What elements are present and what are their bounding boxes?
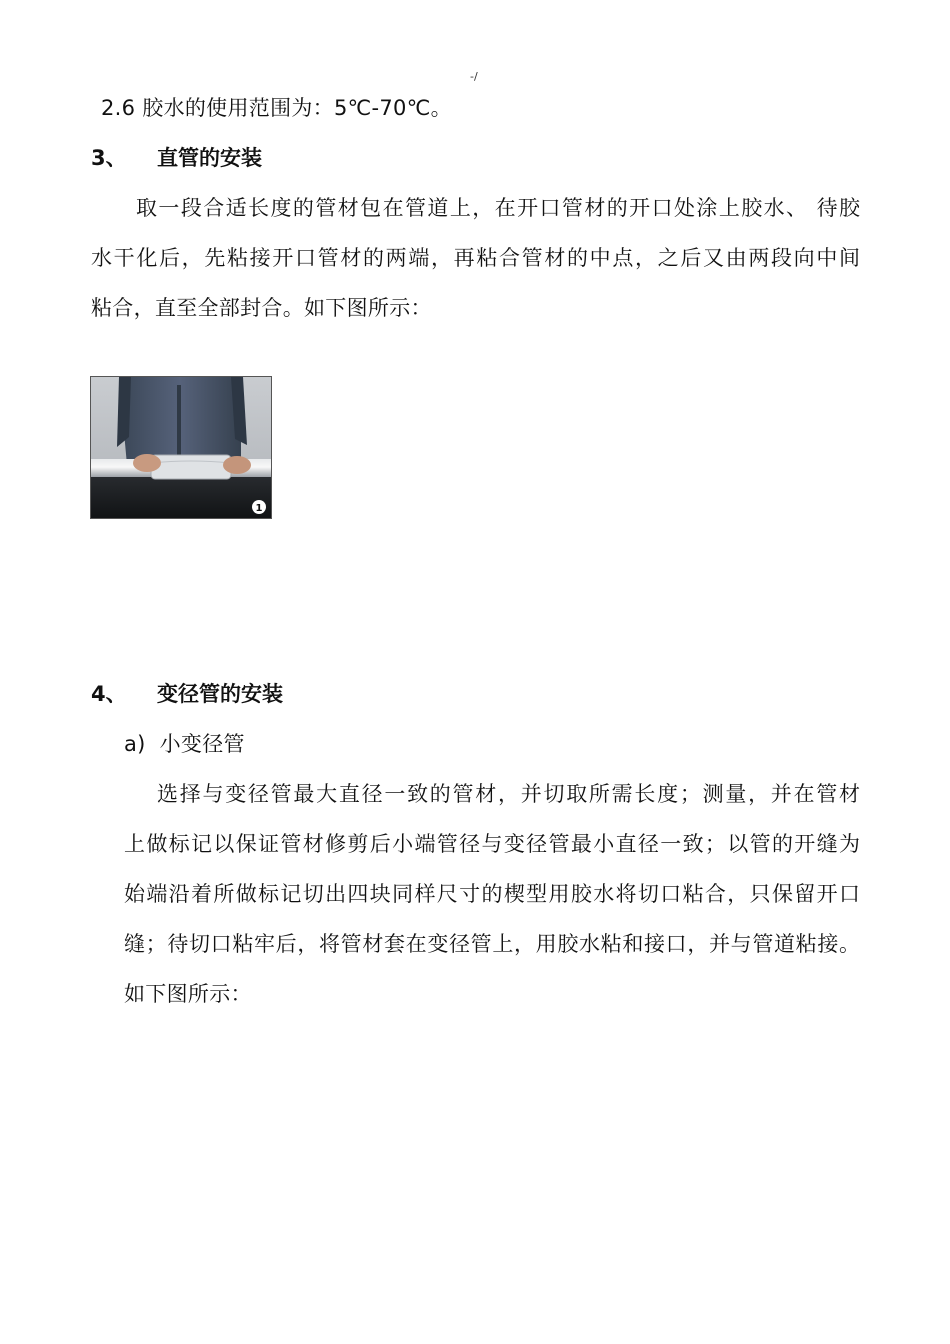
pipe-installation-photo [90, 376, 272, 519]
section-3-para-line-2: 水干化后，先粘接开口管材的两端，再粘合管材的中点，之后又由两段向中间 [91, 246, 860, 270]
section-4-para-line-5: 如下图所示： [124, 982, 252, 1006]
section-4-para-line-2: 上做标记以保证管材修剪后小端管径与变径管最小直径一致；以管的开缝为 [124, 832, 860, 856]
section-4-para-line-1: 选择与变径管最大直径一致的管材，并切取所需长度；测量，并在管材 [157, 782, 860, 806]
section-4-number: 4、 [91, 682, 127, 706]
section-3-para-line-1: 取一段合适长度的管材包在管道上，在开口管材的开口处涂上胶水、 待胶 [136, 196, 860, 220]
header-mark: -/ [470, 70, 478, 83]
section-4-para-line-3: 始端沿着所做标记切出四块同样尺寸的楔型用胶水将切口粘合，只保留开口 [124, 882, 860, 906]
section-4-heading [91, 680, 283, 708]
section-4-para-line-4: 缝；待切口粘牢后，将管材套在变径管上，用胶水粘和接口，并与管道粘接。 [124, 932, 860, 956]
section-3-number: 3、 [91, 146, 127, 170]
section-3-para-line-3: 粘合，直至全部封合。如下图所示： [91, 296, 432, 320]
section-4-title: 变径管的安装 [157, 682, 283, 706]
section-3-title: 直管的安装 [157, 146, 262, 170]
item-2-6-text: 2.6 胶水的使用范围为：5℃-70℃。 [101, 96, 452, 120]
figure-number-label: 1 [255, 503, 263, 514]
section-3-heading [91, 144, 262, 172]
subsection-a-label: a) 小变径管 [124, 732, 245, 756]
